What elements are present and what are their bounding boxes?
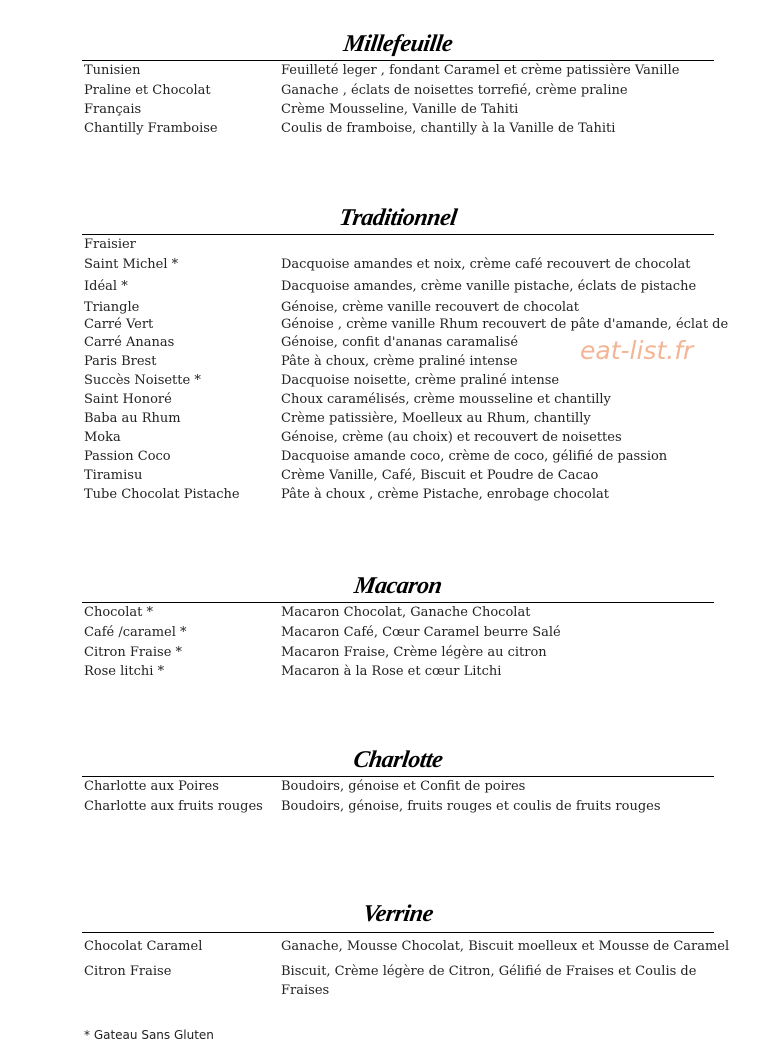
item-name: Moka — [84, 430, 121, 445]
item-name: Fraisier — [84, 237, 136, 252]
item-name: Praline et Chocolat — [84, 83, 211, 98]
item-description: Dacquoise amandes, crème vanille pistache, éclats de pistache — [281, 279, 697, 294]
menu-item — [82, 315, 729, 333]
watermark: eat-list.fr — [580, 336, 694, 365]
menu-item — [82, 409, 714, 428]
section-millefeuille — [82, 30, 714, 138]
menu-item — [82, 100, 714, 119]
item-description: Pâte à choux , crème Pistache, enrobage chocolat — [281, 487, 609, 502]
item-name: Chantilly Framboise — [84, 121, 218, 136]
item-description: Boudoirs, génoise et Confit de poires — [281, 779, 526, 794]
item-name: Tunisien — [84, 63, 141, 78]
menu-item — [82, 797, 714, 817]
item-description: Génoise , crème vanille Rhum recouvert de pâte d'amande, éclat de — [281, 317, 729, 332]
item-name: Baba au Rhum — [84, 411, 181, 426]
item-name: Charlotte aux Poires — [84, 779, 219, 794]
item-description: Dacquoise noisette, crème praliné intense — [281, 373, 560, 388]
item-name: Citron Fraise — [84, 964, 172, 979]
menu-item — [82, 466, 714, 485]
item-name: Café /caramel * — [84, 625, 187, 640]
menu-item — [82, 390, 714, 409]
section-charlotte — [82, 746, 714, 817]
item-description: Boudoirs, génoise, fruits rouges et coulis de fruits rouges — [281, 799, 661, 814]
item-name: Charlotte aux fruits rouges — [84, 799, 263, 814]
menu-item — [82, 371, 714, 390]
section-title: Verrine — [361, 901, 435, 927]
item-description: Macaron Fraise, Crème légère au citron — [281, 645, 547, 660]
section-macaron — [82, 572, 714, 681]
item-name: Passion Coco — [84, 449, 171, 464]
menu-item — [82, 603, 714, 623]
item-name: Citron Fraise * — [84, 645, 183, 660]
item-name: Triangle — [84, 300, 140, 315]
item-description: Macaron Chocolat, Ganache Chocolat — [281, 605, 531, 620]
section-verrine — [82, 900, 730, 998]
item-name: Carré Ananas — [84, 335, 175, 350]
item-description: Coulis de framboise, chantilly à la Vanille de Tahiti — [281, 121, 616, 136]
menu-item — [82, 61, 714, 81]
item-name: Chocolat Caramel — [84, 939, 203, 954]
item-description: Crème Mousseline, Vanille de Tahiti — [281, 102, 519, 117]
section-title: Macaron — [352, 573, 444, 599]
section-title: Millefeuille — [341, 31, 455, 57]
menu-item — [82, 298, 714, 315]
item-description: Dacquoise amande coco, crème de coco, gélifié de passion — [281, 449, 668, 464]
item-description: Macaron à la Rose et cœur Litchi — [281, 664, 502, 679]
item-name: Chocolat * — [84, 605, 154, 620]
item-name: Paris Brest — [84, 354, 157, 369]
item-description: Génoise, crème (au choix) et recouvert de noisettes — [281, 430, 622, 445]
item-description: Feuilleté leger , fondant Caramel et crème patissière Vanille — [281, 63, 680, 78]
item-description: Dacquoise amandes et noix, crème café recouvert de chocolat — [281, 257, 691, 272]
item-description: Macaron Café, Cœur Caramel beurre Salé — [281, 625, 561, 640]
item-name: Succès Noisette * — [84, 373, 201, 388]
menu-item — [82, 81, 714, 100]
menu-item — [82, 937, 730, 962]
menu-item — [82, 255, 714, 277]
section-title: Charlotte — [351, 747, 445, 773]
item-description: Biscuit, Crème légère de Citron, Gélifié de Fraises et Coulis de Fraises — [281, 964, 697, 998]
menu-item — [82, 643, 714, 662]
footnote: * Gateau Sans Gluten — [84, 1028, 214, 1042]
item-name: Saint Michel * — [84, 257, 179, 272]
section-divider — [82, 932, 714, 933]
menu-item — [82, 485, 714, 504]
item-description: Crème Vanille, Café, Biscuit et Poudre de Cacao — [281, 468, 599, 483]
section-title: Traditionnel — [337, 205, 459, 231]
item-name: Français — [84, 102, 142, 117]
menu-item — [82, 277, 714, 298]
item-description: Choux caramélisés, crème mousseline et chantilly — [281, 392, 611, 407]
menu-item — [82, 447, 714, 466]
item-name: Idéal * — [84, 279, 128, 294]
item-description: Pâte à choux, crème praliné intense — [281, 354, 518, 369]
item-description: Ganache , éclats de noisettes torrefié, crème praline — [281, 83, 628, 98]
menu-item — [82, 119, 714, 138]
item-description: Génoise, confit d'ananas caramalisé — [281, 335, 519, 350]
menu-item — [82, 428, 714, 447]
item-name: Saint Honoré — [84, 392, 172, 407]
menu-item — [82, 662, 714, 681]
menu-item — [82, 962, 714, 998]
item-description: Génoise, crème vanille recouvert de chocolat — [281, 300, 580, 315]
item-name: Carré Vert — [84, 317, 154, 332]
menu-item — [82, 777, 714, 797]
item-name: Tube Chocolat Pistache — [84, 487, 240, 502]
item-name: Rose litchi * — [84, 664, 165, 679]
item-name: Tiramisu — [84, 468, 143, 483]
menu-item — [82, 623, 714, 643]
item-description: Crème patissière, Moelleux au Rhum, chantilly — [281, 411, 591, 426]
menu-item — [82, 235, 714, 255]
item-description: Ganache, Mousse Chocolat, Biscuit moelleux et Mousse de Caramel — [281, 939, 730, 954]
